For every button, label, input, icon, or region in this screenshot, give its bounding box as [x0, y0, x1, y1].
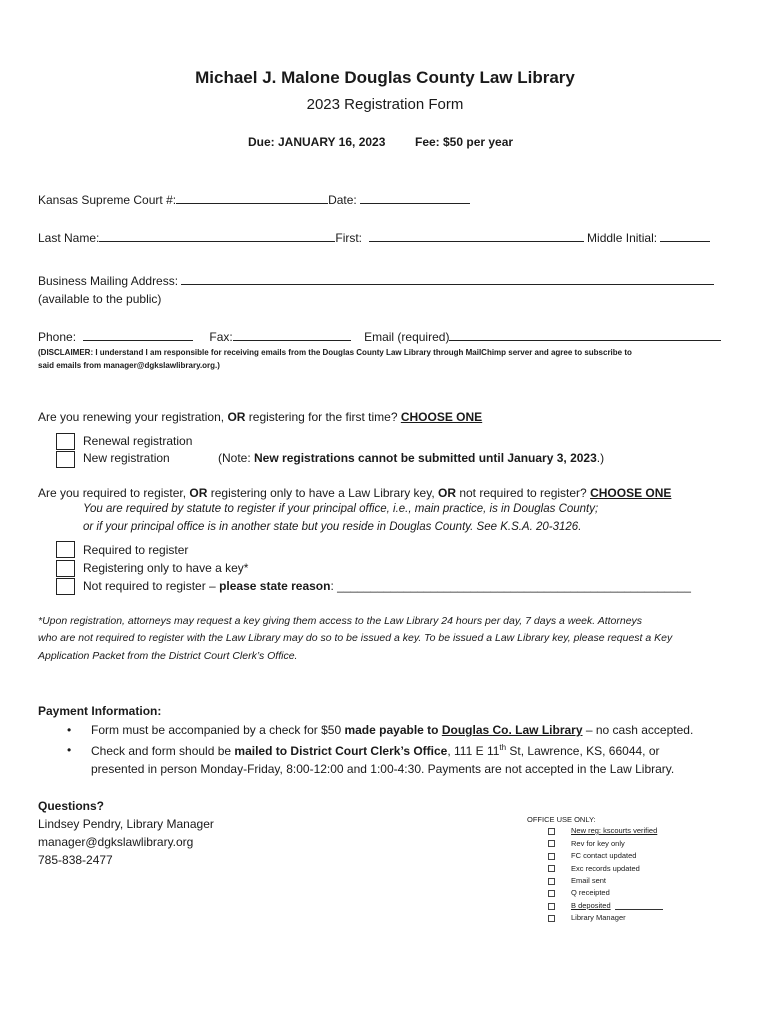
email-label: Email (required)	[364, 330, 450, 344]
b1-payee: Douglas Co. Law Library	[441, 723, 583, 737]
first-name-field[interactable]	[369, 230, 584, 242]
statute-note-2: or if your principal office is in another state but you reside in Douglas County. See K.S.A. 20-3126.	[83, 521, 582, 533]
middle-initial-label: Middle Initial:	[587, 231, 658, 245]
address-note: (available to the public)	[38, 292, 162, 306]
office-item-3: FC contact updated	[571, 851, 637, 860]
key-only-checkbox[interactable]	[56, 560, 75, 577]
office-item-8: Library Manager	[571, 913, 626, 922]
payment-bullet-1	[67, 723, 694, 737]
office-checkbox-8[interactable]	[548, 915, 555, 922]
office-item-4: Exc records updated	[571, 864, 640, 873]
reason-field[interactable]: _____________________________________________________	[337, 579, 691, 593]
b2-sup: th	[499, 743, 507, 752]
payment-heading: Payment Information:	[38, 704, 162, 718]
b2-bold: mailed to District Court Clerk’s Office	[234, 744, 448, 758]
first-name-label: First:	[335, 231, 363, 245]
questions-heading: Questions?	[38, 799, 105, 813]
office-item-1: New reg: kscourts verified	[571, 826, 658, 835]
last-name-field[interactable]	[99, 230, 335, 242]
not-required-row	[83, 579, 691, 593]
b1-bold: made payable to	[344, 723, 442, 737]
contact-row	[38, 329, 721, 344]
statute-note-1: You are required by statute to register if your principal office, i.e., main practice, is in Douglas County;	[83, 503, 599, 515]
renewal-question	[38, 410, 482, 424]
due-date: Due: JANUARY 16, 2023	[248, 135, 386, 149]
last-name-label: Last Name:	[38, 231, 100, 245]
footnote-line-2: who are not required to register with the Law Library may do so to be issued a key. To be issued a Law Library key, please request a Key	[38, 632, 673, 644]
office-checkbox-1[interactable]	[548, 828, 555, 835]
req-text-a: Are you required to register,	[38, 486, 190, 500]
state-reason-label: please state reason	[219, 579, 331, 593]
b2-text: Check and form should be	[91, 744, 235, 758]
req-or-2: OR	[437, 486, 456, 500]
bullet-dot-icon: •	[67, 743, 72, 757]
email-field[interactable]	[449, 329, 721, 341]
fee: Fee: $50 per year	[415, 135, 514, 149]
office-checkbox-5[interactable]	[548, 878, 555, 885]
b1-suffix: – no cash accepted.	[582, 723, 694, 737]
supreme-court-field[interactable]	[176, 192, 328, 204]
contact-phone: 785-838-2477	[38, 853, 113, 867]
note-prefix: (Note:	[218, 451, 255, 465]
renewal-option-label: Renewal registration	[83, 434, 193, 448]
renewal-choose-one: CHOOSE ONE	[400, 410, 483, 424]
office-checkbox-6[interactable]	[548, 890, 555, 897]
reason-colon: :	[330, 579, 338, 593]
fax-label: Fax:	[209, 330, 233, 344]
payment-bullet-2	[67, 743, 660, 758]
office-checkbox-7[interactable]	[548, 903, 555, 910]
required-label: Required to register	[83, 543, 189, 557]
renewal-checkbox[interactable]	[56, 433, 75, 450]
office-item-7-line	[615, 909, 663, 910]
name-row	[38, 230, 710, 245]
office-item-5: Email sent	[571, 876, 607, 885]
note-suffix: .)	[596, 451, 605, 465]
date-label: Date:	[328, 193, 357, 207]
middle-initial-field[interactable]	[660, 230, 710, 242]
b1-text: Form must be accompanied by a check for $50	[91, 723, 345, 737]
not-required-checkbox[interactable]	[56, 578, 75, 595]
renewal-or: OR	[227, 410, 246, 424]
required-checkbox[interactable]	[56, 541, 75, 558]
footnote-line-3: Application Packet from the District Court Clerk’s Office.	[38, 650, 298, 662]
requirement-question	[38, 486, 671, 500]
phone-label: Phone:	[38, 330, 77, 344]
renewal-question-text-b: registering for the first time?	[245, 410, 401, 424]
office-use-heading: OFFICE USE ONLY:	[527, 815, 596, 824]
note-bold: New registrations cannot be submitted until January 3, 2023	[254, 451, 597, 465]
contact-email: manager@dgkslawlibrary.org	[38, 835, 194, 849]
supreme-court-label: Kansas Supreme Court #:	[38, 193, 177, 207]
form-title: Michael J. Malone Douglas County Law Library	[195, 68, 575, 87]
renewal-question-text: Are you renewing your registration,	[38, 410, 228, 424]
b2-address: , 111 E 11	[447, 744, 500, 758]
payment-bullet-1-text	[91, 723, 693, 737]
disclaimer-line-1: (DISCLAIMER: I understand I am responsible for receiving emails from the Douglas County Law Library through MailChimp server and agree to subscribe to	[38, 348, 632, 357]
office-checkbox-3[interactable]	[548, 853, 555, 860]
address-row	[38, 273, 714, 288]
new-registration-checkbox[interactable]	[56, 451, 75, 468]
office-checkbox-4[interactable]	[548, 865, 555, 872]
not-required-label: Not required to register –	[83, 579, 220, 593]
new-registration-note	[218, 451, 604, 465]
fax-field[interactable]	[233, 329, 351, 341]
payment-bullet-2-line-2: presented in person Monday-Friday, 8:00-12:00 and 1:00-4:30. Payments are not accepted in the Law Library.	[91, 762, 675, 776]
office-checkbox-2[interactable]	[548, 840, 555, 847]
disclaimer-line-2: said emails from manager@dgkslawlibrary.org.)	[38, 361, 220, 370]
office-item-2: Rev for key only	[571, 839, 625, 848]
form-subtitle: 2023 Registration Form	[306, 96, 464, 113]
new-registration-label: New registration	[83, 451, 170, 465]
req-or-1: OR	[189, 486, 208, 500]
date-field[interactable]	[360, 192, 470, 204]
req-text-b: registering only to have a Law Library key,	[207, 486, 438, 500]
payment-bullet-2-text	[91, 743, 660, 758]
supreme-court-row	[38, 192, 470, 207]
office-item-7: B deposited	[571, 901, 611, 910]
footnote-line-1: *Upon registration, attorneys may request a key giving them access to the Law Library 24 hours per day, 7 days a week. Attorneys	[38, 615, 643, 627]
address-label: Business Mailing Address:	[38, 274, 179, 288]
requirement-choose-one: CHOOSE ONE	[590, 486, 672, 500]
b2-address-rest: St, Lawrence, KS, 66044, or	[506, 744, 660, 758]
phone-field[interactable]	[83, 329, 193, 341]
address-field[interactable]	[181, 273, 714, 285]
office-item-6: Q receipted	[571, 888, 610, 897]
req-text-c: not required to register?	[455, 486, 591, 500]
key-only-label: Registering only to have a key*	[83, 561, 249, 575]
contact-name: Lindsey Pendry, Library Manager	[38, 817, 214, 831]
bullet-dot-icon: •	[67, 723, 72, 737]
